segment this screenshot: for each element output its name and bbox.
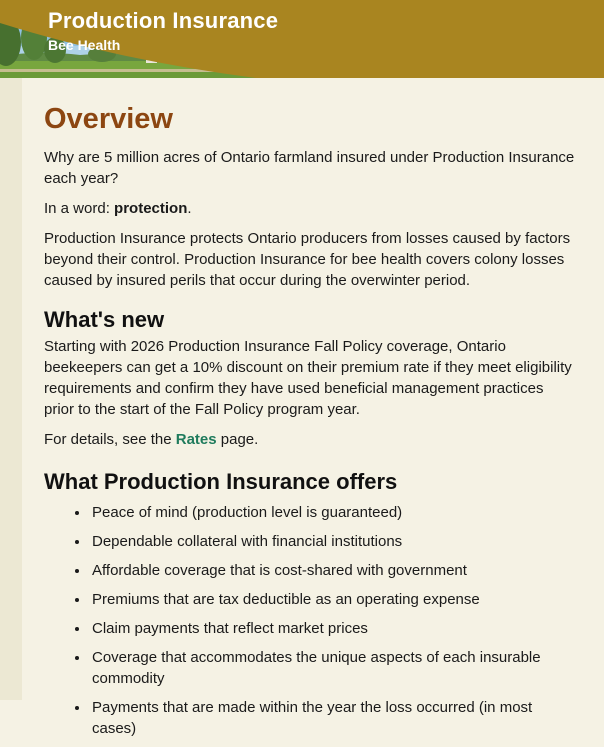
offer-item: • Claim payments that reflect market prices bbox=[90, 618, 576, 639]
protection-prefix: In a word: bbox=[44, 200, 115, 217]
intro-question: Why are 5 million acres of Ontario farmland insured under Production Insurance each year? bbox=[44, 149, 575, 187]
offer-item: • Dependable collateral with financial institutions bbox=[90, 531, 576, 552]
left-margin-strip bbox=[0, 78, 22, 700]
details-line bbox=[44, 429, 576, 450]
overview-heading: Overview bbox=[44, 103, 173, 135]
offer-item: • Peace of mind (production level is guaranteed) bbox=[90, 502, 576, 523]
offer-item: • Payments that are made within the year the loss occurred (in most cases) bbox=[90, 697, 576, 739]
details-prefix: For details, see the bbox=[44, 431, 176, 448]
page-title: Production Insurance bbox=[48, 8, 279, 33]
details-suffix: page. bbox=[216, 431, 259, 448]
program-description: Production Insurance protects Ontario producers from losses caused by factors beyond their control. Production Insurance for bee health covers colony losses caused by insured perils that occur during the overwinter period. bbox=[44, 230, 571, 289]
offers-list bbox=[44, 502, 576, 739]
page-subtitle: Bee Health bbox=[48, 37, 121, 53]
offers-heading: What Production Insurance offers bbox=[44, 469, 398, 494]
offer-item: • Affordable coverage that is cost-shared with government bbox=[90, 560, 576, 581]
page-body bbox=[0, 78, 604, 737]
protection-statement bbox=[44, 198, 576, 219]
protection-keyword: protection bbox=[114, 200, 188, 217]
offer-item: • Coverage that accommodates the unique aspects of each insurable commodity bbox=[90, 647, 576, 689]
page-header bbox=[0, 0, 604, 78]
whats-new-description: Starting with 2026 Production Insurance Fall Policy coverage, Ontario beekeepers can get a 10% discount on their premium rate if they meet eligibility requirements and confirm they have used beneficial management practices prior to the start of the Fall Policy program year. bbox=[44, 338, 572, 418]
offer-item: • Premiums that are tax deductible as an operating expense bbox=[90, 589, 576, 610]
main-content bbox=[44, 78, 576, 747]
protection-suffix: . bbox=[187, 200, 192, 217]
rates-link[interactable]: Rates bbox=[175, 431, 217, 448]
whats-new-heading: What's new bbox=[44, 307, 165, 332]
